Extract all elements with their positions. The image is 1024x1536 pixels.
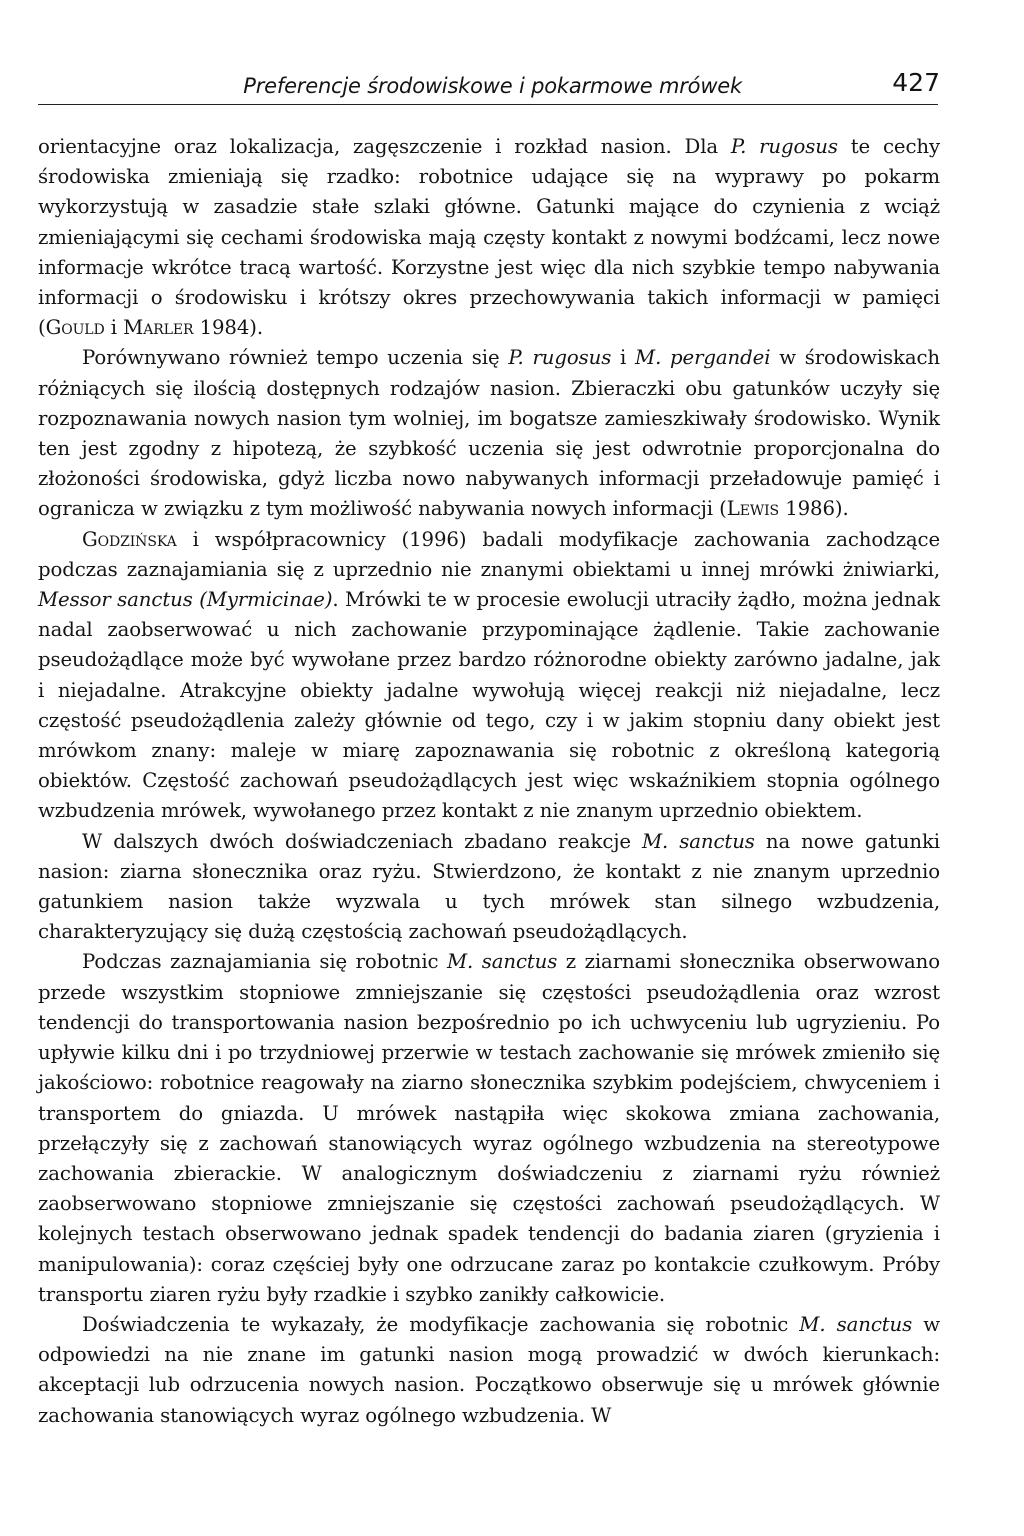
text-run: w środowiskach różniących się ilością dostępnych rodzajów nasion. Zbieraczki obu gatunków uczyły się rozpoznawania nowych nasion tym wolniej, im bogatsze zamieszkiwały środowisko. Wynik ten jest zgodny z hipotezą, że szybkość uczenia się jest odwrotnie proporcjonalna do złożoności środowiska, gdyż liczba nowo nabywanych informacji przeładowuje pamięć i ogranicza w związku z tym możliwość nabywania nowych informacji ( xyxy=(38,346,940,521)
author-citation: Marler xyxy=(123,316,194,340)
italic-term: P. rugosus xyxy=(730,135,838,158)
text-run: z ziarnami słonecznika obserwowano przede wszystkim stopniowe zmniejszanie się częstości pseudożądlenia oraz wzrost tendencji do transportowania nasion bezpośrednio po ich uchwyceniu lub ugryzieniu. Po upływie kilku dni i po trzydniowej przerwie w testach zachowanie się mrówek zmieniło się jakościowo: robotnice reagowały na ziarno słonecznika szybkim podejściem, chwyceniem i transportem do gniazda. U mrówek nastąpiła więc skokowa zmiana zachowania, przełączyły się z zachowań stanowiących wyraz ogólnego wzbudzenia na stereotypowe zachowania zbierackie. W analogicznym doświadczeniu z ziarnami ryżu również zaobserwowano stopniowe zmniejszanie się częstości zachowań pseudożądlących. W kolejnych testach obserwowano jednak spadek tendencji do badania ziaren (gryzienia i manipulowania): coraz częściej były one odrzucane zaraz po kontakcie czułkowym. Próby transportu ziaren ryżu były rzadkie i szybko zanikły całkowicie. xyxy=(38,950,940,1306)
paragraph xyxy=(38,1310,940,1431)
author-citation: Gould xyxy=(45,316,105,340)
italic-term: M. pergandei xyxy=(635,346,771,370)
text-run: i współpracownicy (1996) badali modyfikacje zachowania zachodzące podczas zaznajamiania się z uprzednio nie znanymi obiektami u innej mrówki żniwiarki, xyxy=(38,527,940,581)
text-run: Porównywano również tempo uczenia się xyxy=(82,346,509,370)
text-run: 1986). xyxy=(779,497,849,521)
body-text xyxy=(38,132,940,1431)
running-head: Preferencje środowiskowe i pokarmowe mrówek xyxy=(243,74,742,98)
italic-term: M. sanctus xyxy=(641,829,755,853)
paragraph xyxy=(38,827,940,948)
italic-term: M. sanctus xyxy=(446,950,558,974)
text-run: . Mrówki te w procesie ewolucji utraciły żądło, można jednak nadal zaobserwować u nich zachowanie przypominające żądlenie. Takie zachowanie pseudożądlące może być wywołane przez bardzo różnorodne obiekty zarówno jadalne, jak i niejadalne. Atrakcyjne obiekty jadalne wywołują więcej reakcji niż niejadalne, lecz częstość pseudożądlenia zależy głównie od tego, czy i w jakim stopniu dany obiekt jest mrówkom znany: maleje w miarę zapoznawania się robotnic z określoną kategorią obiektów. Częstość zachowań pseudożądlących jest więc wskaźnikiem stopnia ogólnego wzbudzenia mrówek, wywołanego przez kontakt z nie znanym uprzednio obiektem. xyxy=(38,588,940,823)
paragraph xyxy=(38,947,940,1309)
paragraph xyxy=(38,132,940,343)
text-run: 1984). xyxy=(193,316,264,340)
author-citation: Lewis xyxy=(726,497,780,521)
text-run: Doświadczenia te wykazały, że modyfikacje zachowania się robotnic xyxy=(82,1312,800,1336)
italic-term: M. sanctus xyxy=(799,1312,913,1336)
italic-term: P. rugosus xyxy=(508,346,612,370)
paragraph xyxy=(38,525,940,827)
paragraph xyxy=(38,343,940,524)
text-run: Podczas zaznajamiania się robotnic xyxy=(82,950,447,974)
text-run: w odpowiedzi na nie znane im gatunki nasion mogą prowadzić w dwóch kierunkach: akceptacji lub odrzucenia nowych nasion. Początkowo obserwuje się u mrówek głównie zachowania stanowiących wyraz ogólnego wzbudzenia. W xyxy=(38,1312,940,1427)
page-header xyxy=(38,68,940,105)
page-number: 427 xyxy=(892,68,940,97)
text-run: na nowe gatunki nasion: ziarna słonecznika oraz ryżu. Stwierdzono, że kontakt z nie znanym uprzednio gatunkiem nasion także wyzwala u tych mrówek stan silnego wzbudzenia, charakteryzujący się dużą częstością zachowań pseudożądlących. xyxy=(38,829,941,944)
italic-term: Messor sanctus (Myrmicinae) xyxy=(38,588,333,612)
text-run: orientacyjne oraz lokalizacja, zagęszczenie i rozkład nasion. Dla xyxy=(38,135,731,158)
text-run: i xyxy=(611,346,636,370)
text-run: W dalszych dwóch doświadczeniach zbadano reakcje xyxy=(82,829,642,853)
text-run: i xyxy=(104,316,124,340)
author-citation: Godzińska xyxy=(82,527,177,551)
text-run: te cechy środowiska zmieniają się rzadko: robotnice udające się na wyprawy po pokarm wykorzystują w zasadzie stałe szlaki główne. Gatunki mające do czynienia z wciąż zmieniającymi się cechami środowiska mają częsty kontakt z nowymi bodźcami, lecz nowe informacje wkrótce tracą wartość. Korzystne jest więc dla nich szybkie tempo nabywania informacji o środowisku i krótszy okres przechowywania takich informacji w pamięci ( xyxy=(38,135,940,340)
